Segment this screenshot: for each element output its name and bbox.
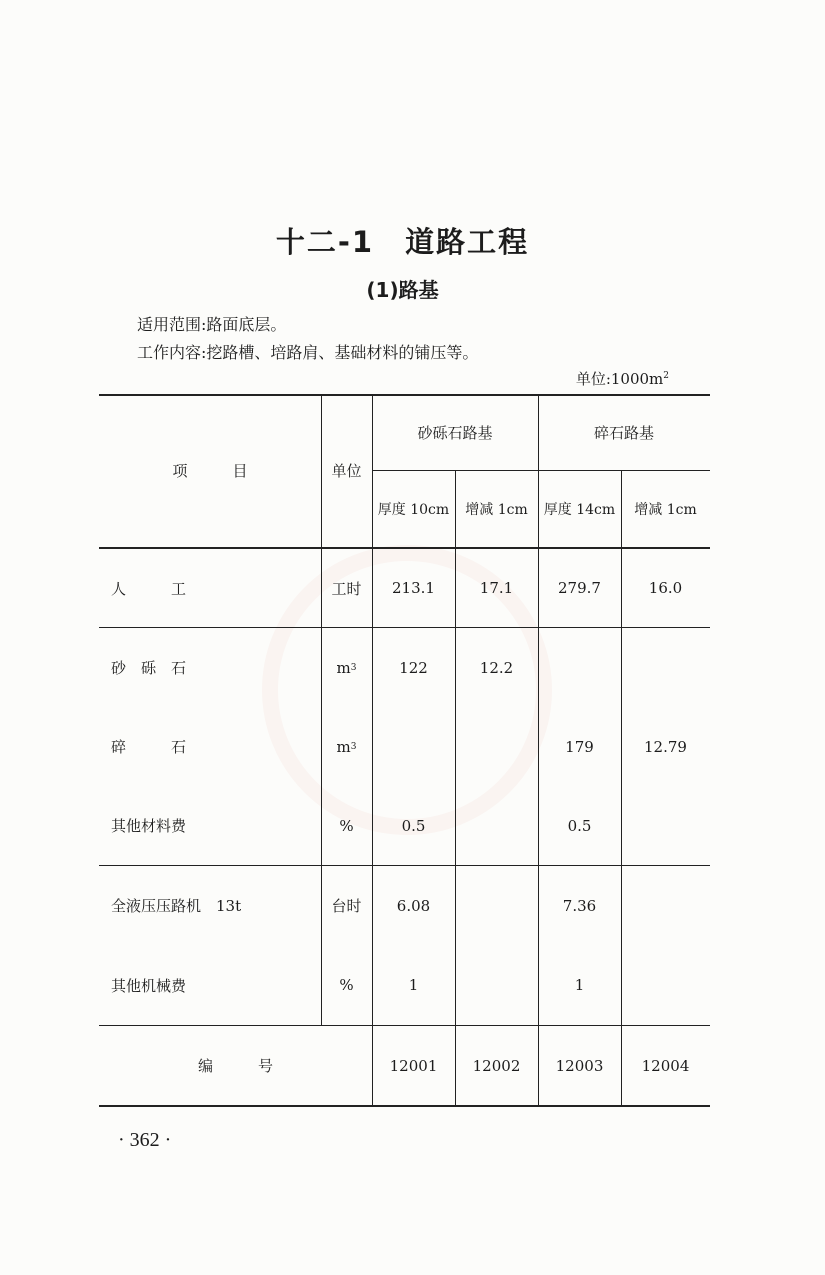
row-unit: % — [339, 976, 354, 994]
quota-code: 12002 — [472, 1056, 521, 1075]
row-unit: % — [339, 816, 354, 835]
row-value — [621, 786, 710, 865]
row-value: 0.5 — [567, 816, 592, 835]
row-value — [455, 786, 538, 865]
row-unit: m 3 — [336, 658, 357, 677]
unit-prefix: 单位:1000m — [575, 370, 664, 388]
row-value: 12.79 — [644, 737, 687, 756]
row-unit: 台时 — [331, 897, 362, 915]
row-item: 其他材料费 — [111, 817, 187, 835]
row-value — [621, 945, 710, 1025]
quota-code: 12001 — [389, 1056, 438, 1075]
table-bottom-rule — [99, 1105, 710, 1107]
row-value: 0.5 — [401, 816, 426, 835]
row-value — [372, 707, 455, 786]
row-value: 17.1 — [479, 579, 514, 597]
header-item: 项 目 — [172, 462, 248, 480]
row-value — [621, 628, 710, 707]
row-unit: 工时 — [331, 579, 362, 598]
row-value: 1 — [574, 976, 585, 994]
row-item: 全液压压路机 13t — [111, 897, 242, 915]
quota-code: 12003 — [555, 1056, 604, 1075]
header-group-gravel: 砂砾石路基 — [417, 423, 493, 442]
header-unit: 单位 — [331, 462, 362, 480]
quota-code: 12004 — [641, 1056, 690, 1075]
work-content-text: 工作内容:挖路槽、培路肩、基础材料的铺压等。 — [137, 343, 479, 362]
header-col1: 厚度 10cm — [377, 502, 450, 518]
header-group-crushed-stone: 碎石路基 — [593, 423, 654, 442]
row-value — [538, 628, 621, 707]
unit-label — [576, 368, 669, 389]
row-value — [455, 945, 538, 1025]
row-value: 7.36 — [562, 896, 597, 915]
header-col2: 增减 1cm — [465, 502, 528, 518]
row-value: 6.08 — [396, 896, 431, 915]
row-value — [621, 866, 710, 945]
row-value: 12.2 — [479, 658, 514, 677]
row-value: 1 — [408, 976, 419, 994]
page-title: 十二-1 道路工程 — [275, 225, 530, 259]
header-col4: 增减 1cm — [634, 502, 697, 518]
footer-code-label: 编 号 — [197, 1057, 273, 1075]
section-title: (1)路基 — [366, 278, 439, 302]
row-value: 213.1 — [392, 579, 435, 597]
row-value: 122 — [399, 658, 428, 677]
quota-table — [99, 394, 710, 1107]
row-item: 碎 石 — [111, 738, 187, 756]
row-item: 砂 砾 石 — [111, 659, 187, 677]
row-item: 其他机械费 — [111, 976, 187, 995]
header-col3: 厚度 14cm — [543, 502, 616, 518]
row-value — [455, 866, 538, 945]
row-value: 16.0 — [648, 579, 683, 597]
page-number: · 362 · — [118, 1129, 172, 1151]
row-item: 人 工 — [111, 579, 187, 598]
row-value: 279.7 — [558, 579, 601, 597]
row-value — [455, 707, 538, 786]
row-value: 179 — [565, 737, 594, 756]
scope-text: 适用范围:路面底层。 — [137, 315, 287, 334]
unit-superscript: 2 — [663, 371, 669, 381]
row-unit: m 3 — [336, 737, 357, 756]
